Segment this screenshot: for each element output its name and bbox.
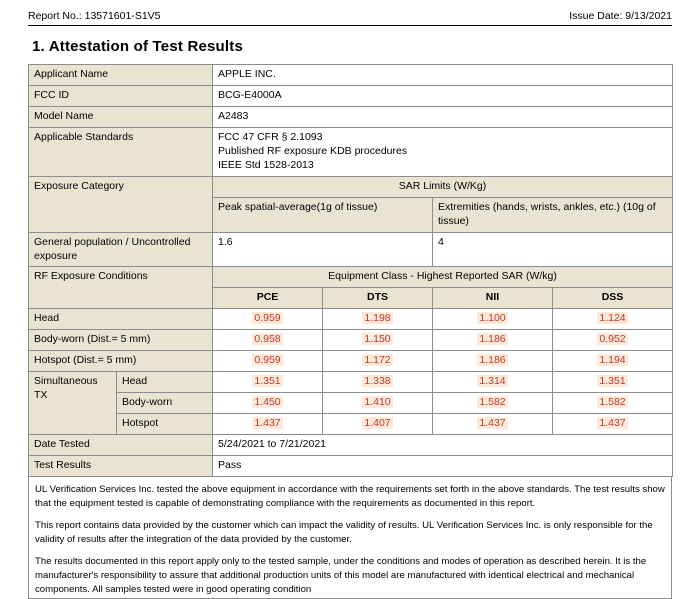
report-number: Report No.: 13571601-S1V5 [28, 10, 161, 22]
applicable-standards-label: Applicable Standards [29, 127, 213, 176]
sar-limits-header: SAR Limits (W/Kg) [213, 176, 673, 197]
model-name-value: A2483 [213, 106, 673, 127]
table-row [29, 176, 673, 197]
page-header [28, 0, 672, 26]
sar-value-text: 1.100 [479, 312, 506, 325]
sar-value [213, 372, 323, 393]
date-tested-value: 5/24/2021 to 7/21/2021 [213, 435, 673, 456]
row-sublabel-hotspot: Hotspot [117, 414, 213, 435]
sar-value-text: 1.582 [479, 396, 506, 409]
fcc-id-value: BCG-E4000A [213, 85, 673, 106]
sar-value [553, 393, 673, 414]
table-row [29, 127, 673, 176]
note-paragraph-1: UL Verification Services Inc. tested the above equipment in accordance with the requirements set forth in the above standards. The test results show that the equipment tested is capable of demonstrating compliance with the requirements as documented in this report. [35, 484, 665, 509]
column-header-dss: DSS [553, 288, 673, 309]
sar-value [433, 414, 553, 435]
row-label-head: Head [29, 309, 213, 330]
row-label-simultaneous-tx: Simultaneous TX [29, 372, 117, 435]
row-sublabel-body-worn: Body-worn [117, 393, 213, 414]
sar-value [213, 414, 323, 435]
sar-value-text: 0.959 [254, 354, 281, 367]
page-title: 1. Attestation of Test Results [32, 38, 244, 55]
sar-value-text: 1.450 [254, 396, 281, 409]
sar-value [433, 309, 553, 330]
test-results-label: Test Results [29, 456, 213, 477]
table-row [29, 372, 673, 393]
table-row [29, 330, 673, 351]
sar-value-text: 1.172 [364, 354, 391, 367]
sar-value-text: 1.437 [254, 417, 281, 430]
sar-value-text: 0.958 [254, 333, 281, 346]
standards-line-1: FCC 47 CFR § 2.1093 [218, 130, 323, 143]
sar-value-text: 1.186 [479, 354, 506, 367]
table-row [29, 351, 673, 372]
model-name-label: Model Name [29, 106, 213, 127]
sar-value [323, 351, 433, 372]
sar-value [323, 393, 433, 414]
peak-spatial-header: Peak spatial-average(1g of tissue) [213, 197, 433, 232]
sar-value-text: 1.194 [599, 354, 626, 367]
sar-value [323, 414, 433, 435]
sar-value-text: 1.437 [479, 417, 506, 430]
table-row [29, 435, 673, 456]
sar-value [553, 372, 673, 393]
sar-value-text: 1.124 [599, 312, 626, 325]
sar-value [433, 351, 553, 372]
column-header-pce: PCE [213, 288, 323, 309]
table-row [29, 106, 673, 127]
sar-value [213, 330, 323, 351]
note-paragraph-3: The results documented in this report apply only to the tested sample, under the conditions and modes of operation as described herein. It is the manufacturer's responsibility to assure that additional production units of this model are manufactured with identical electrical and mechanical components. All samples tested were in good operating condition [35, 556, 647, 595]
table-row [29, 414, 673, 435]
sar-value [213, 309, 323, 330]
test-results-value: Pass [213, 456, 673, 477]
sar-value-text: 1.351 [599, 375, 626, 388]
sar-value [553, 330, 673, 351]
date-tested-label: Date Tested [29, 435, 213, 456]
attestation-table [28, 64, 673, 477]
table-row [29, 393, 673, 414]
sar-value-text: 1.407 [364, 417, 391, 430]
sar-value-text: 1.582 [599, 396, 626, 409]
sar-value [323, 372, 433, 393]
row-label-body-worn: Body-worn (Dist.= 5 mm) [29, 330, 213, 351]
table-row [29, 85, 673, 106]
sar-value [553, 309, 673, 330]
attestation-notes [28, 477, 672, 599]
table-row [29, 267, 673, 288]
applicable-standards-value [213, 127, 673, 176]
sar-value-text: 1.186 [479, 333, 506, 346]
rf-exposure-conditions-label: RF Exposure Conditions [29, 267, 213, 309]
table-row [29, 65, 673, 86]
sar-value-text: 1.410 [364, 396, 391, 409]
row-sublabel-head: Head [117, 372, 213, 393]
equipment-class-header: Equipment Class - Highest Reported SAR (W/kg) [213, 267, 673, 288]
applicant-name-value: APPLE INC. [213, 65, 673, 86]
sar-value-text: 1.437 [599, 417, 626, 430]
standards-line-2: Published RF exposure KDB procedures [218, 144, 408, 157]
applicant-name-label: Applicant Name [29, 65, 213, 86]
sar-value [213, 351, 323, 372]
sar-value-text: 1.150 [364, 333, 391, 346]
general-population-label: General population / Uncontrolled exposure [29, 232, 213, 267]
sar-value [553, 414, 673, 435]
sar-value [433, 330, 553, 351]
sar-value-text: 0.952 [599, 333, 626, 346]
column-header-dts: DTS [323, 288, 433, 309]
sar-value [213, 393, 323, 414]
issue-date: Issue Date: 9/13/2021 [569, 10, 672, 22]
standards-line-3: IEEE Std 1528-2013 [218, 158, 314, 171]
general-population-peak: 1.6 [213, 232, 433, 267]
sar-value [323, 330, 433, 351]
sar-value-text: 1.314 [479, 375, 506, 388]
note-paragraph-2: This report contains data provided by the customer which can impact the validity of results. UL Verification Services Inc. is only responsible for the validity of results after the integration of the data provided by the customer. [35, 520, 653, 545]
sar-value [323, 309, 433, 330]
fcc-id-label: FCC ID [29, 85, 213, 106]
table-row [29, 456, 673, 477]
table-row [29, 232, 673, 267]
sar-value-text: 1.198 [364, 312, 391, 325]
extremities-header: Extremities (hands, wrists, ankles, etc.) (10g of tissue) [433, 197, 673, 232]
sar-value-text: 1.351 [254, 375, 281, 388]
exposure-category-label: Exposure Category [29, 176, 213, 232]
sar-value [433, 372, 553, 393]
sar-value [433, 393, 553, 414]
sar-value-text: 1.338 [364, 375, 391, 388]
general-population-extremities: 4 [433, 232, 673, 267]
row-label-hotspot: Hotspot (Dist.= 5 mm) [29, 351, 213, 372]
column-header-nii: NII [433, 288, 553, 309]
table-row [29, 309, 673, 330]
sar-value [553, 351, 673, 372]
sar-value-text: 0.959 [254, 312, 281, 325]
